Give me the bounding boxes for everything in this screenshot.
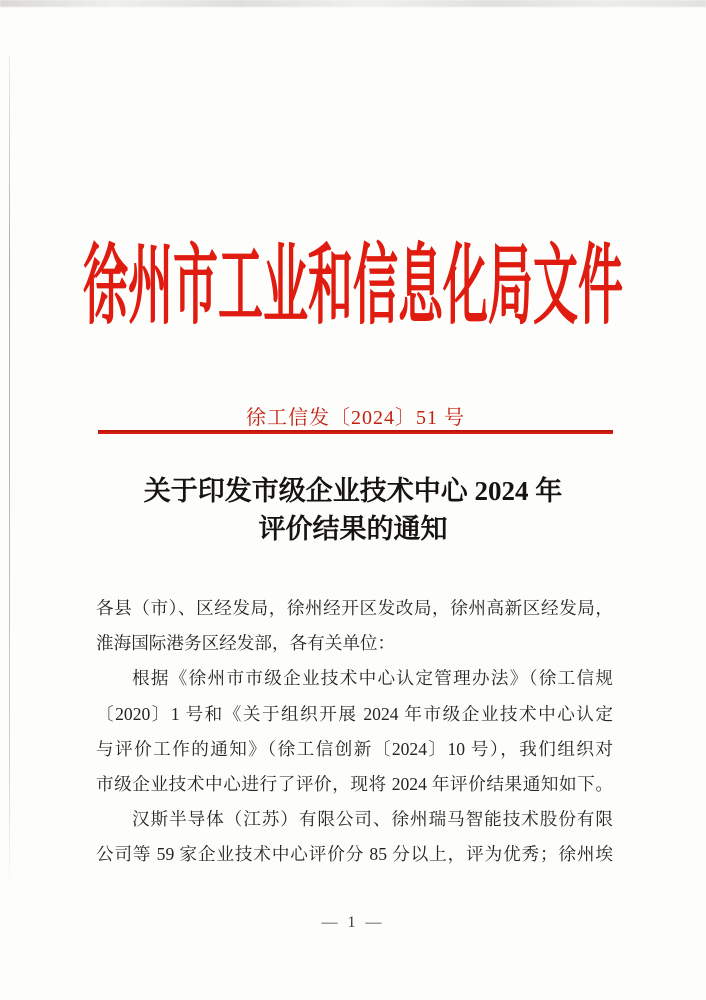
body-line: 与评价工作的通知》（徐工信创新〔2024〕10 号），我们组织对 (96, 738, 613, 759)
document-number: 徐工信发〔2024〕51 号 (246, 407, 465, 429)
scan-artifact-top-smudge (0, 0, 706, 7)
body-line: 各县（市）、区经发局，徐州经开区发改局，徐州高新区经发局， (96, 598, 613, 618)
red-separator-rule (98, 430, 613, 434)
notice-body (96, 591, 613, 873)
notice-title-line-2: 评价结果的通知 (258, 514, 448, 544)
page-number: — 1 — (321, 914, 385, 931)
agency-header-title-text: 徐州市工业和信息化局文件 (82, 237, 623, 335)
body-line: 淮海国际港务区经发部，各有关单位： (96, 633, 396, 654)
body-line: 公司等 59 家企业技术中心评价分 85 分以上，评为优秀；徐州埃 (96, 844, 613, 865)
body-line: 〔2020〕1 号和《关于组织开展 2024 年市级企业技术中心认定 (96, 703, 613, 724)
body-line: 根据《徐州市市级企业技术中心认定管理办法》（徐工信规 (132, 668, 613, 689)
notice-title-line-1: 关于印发市级企业技术中心 2024 年 (143, 476, 563, 506)
body-line: 市级企业技术中心进行了评价，现将 2024 年评价结果通知如下。 (96, 774, 613, 795)
scan-artifact-left-line (9, 56, 10, 882)
agency-header-title (0, 231, 706, 335)
body-line: 汉斯半导体（江苏）有限公司、徐州瑞马智能技术股份有限 (132, 809, 613, 830)
notice-title (0, 472, 706, 548)
